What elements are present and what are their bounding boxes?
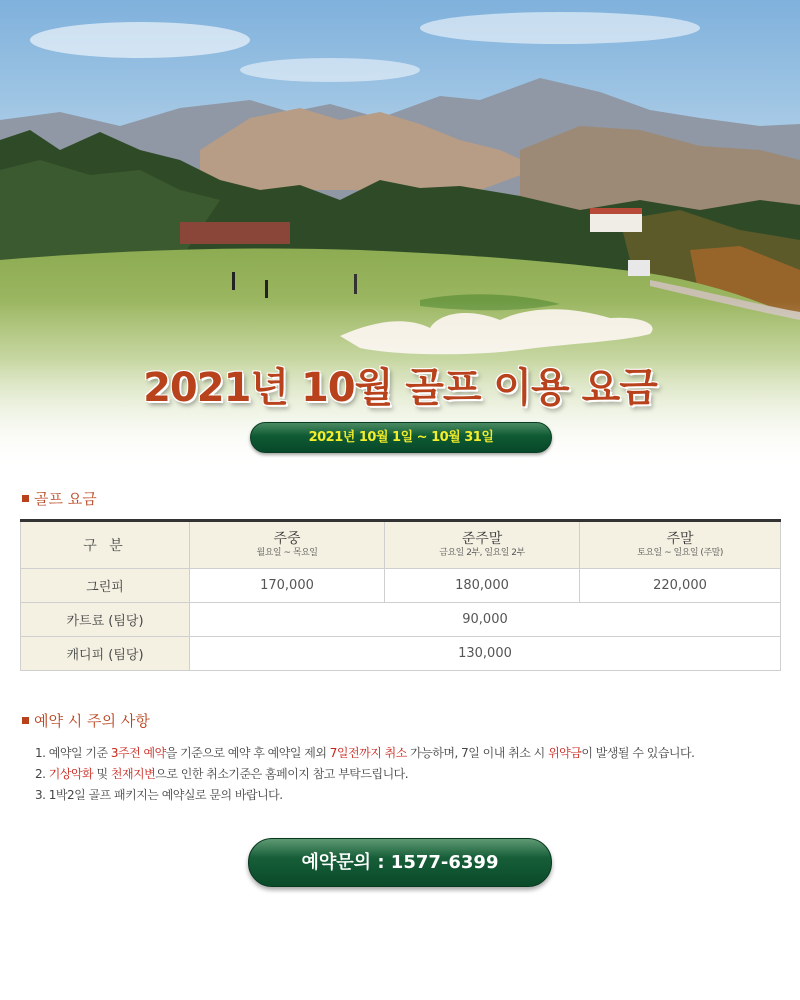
period-badge: 2021년 10월 1일 ~ 10월 31일 <box>250 422 552 453</box>
notice-item <box>35 785 795 806</box>
notice-text: 1. 예약일 기준 <box>35 746 111 760</box>
page-title: 2021년 10월 골프 이용 요금 <box>143 365 657 411</box>
table-row-green-fee <box>21 569 781 603</box>
table-cell: 130,000 <box>190 637 781 671</box>
notice-text: 및 <box>93 767 111 781</box>
row-label: 캐디피 (팀당) <box>21 637 190 671</box>
col-header-weekday <box>190 521 385 569</box>
notice-highlight: 천재지변 <box>110 767 156 781</box>
notice-text: 3. 1박2일 골프 패키지는 예약실로 문의 바랍니다. <box>35 788 283 802</box>
col-header-sub: 금요일 2부, 일요일 2부 <box>439 548 525 558</box>
notice-text: 가능하며, 7일 이내 취소 시 <box>406 746 549 760</box>
notice-highlight: 위약금 <box>548 746 582 760</box>
table-row-caddie-fee <box>21 637 781 671</box>
table-cell: 90,000 <box>190 603 781 637</box>
col-header-semi-weekend <box>385 521 580 569</box>
square-bullet-icon <box>22 717 29 724</box>
col-header-label: 주중 <box>273 531 301 547</box>
notice-highlight: 기상악화 <box>48 767 94 781</box>
notes-heading-text: 예약 시 주의 사항 <box>34 712 150 730</box>
notice-text: 이 발생될 수 있습니다. <box>581 746 695 760</box>
row-label: 그린피 <box>21 569 190 603</box>
notice-item <box>35 764 795 785</box>
reservation-contact-button[interactable]: 예약문의 : 1577-6399 <box>248 838 552 887</box>
golf-fee-table <box>20 519 781 671</box>
reservation-notice-list <box>35 743 795 806</box>
table-cell: 170,000 <box>190 569 385 603</box>
notes-section-heading <box>22 710 150 731</box>
square-bullet-icon <box>22 495 29 502</box>
col-header-weekend <box>580 521 781 569</box>
table-row-cart-fee <box>21 603 781 637</box>
table-cell: 220,000 <box>580 569 781 603</box>
col-header-sub: 토요일 ~ 일요일 (주말) <box>637 548 723 558</box>
notice-text: 을 기준으로 예약 후 예약일 제외 <box>165 746 330 760</box>
hero-banner <box>0 0 800 470</box>
fees-section-heading <box>22 488 97 509</box>
col-header-category: 구 분 <box>21 521 190 569</box>
table-header-row <box>21 521 781 569</box>
table-cell: 180,000 <box>385 569 580 603</box>
notice-text: 2. <box>35 767 49 781</box>
notice-highlight: 3주전 예약 <box>110 746 166 760</box>
col-header-label: 준주말 <box>461 531 503 547</box>
notice-text: 으로 인한 취소기준은 홈페이지 참고 부탁드립니다. <box>155 767 409 781</box>
notice-highlight: 7일전까지 취소 <box>329 746 407 760</box>
row-label: 카트료 (팀당) <box>21 603 190 637</box>
col-header-label: 주말 <box>666 531 694 547</box>
col-header-sub: 월요일 ~ 목요일 <box>256 548 318 558</box>
fees-heading-text: 골프 요금 <box>34 490 97 508</box>
notice-item <box>35 743 795 764</box>
